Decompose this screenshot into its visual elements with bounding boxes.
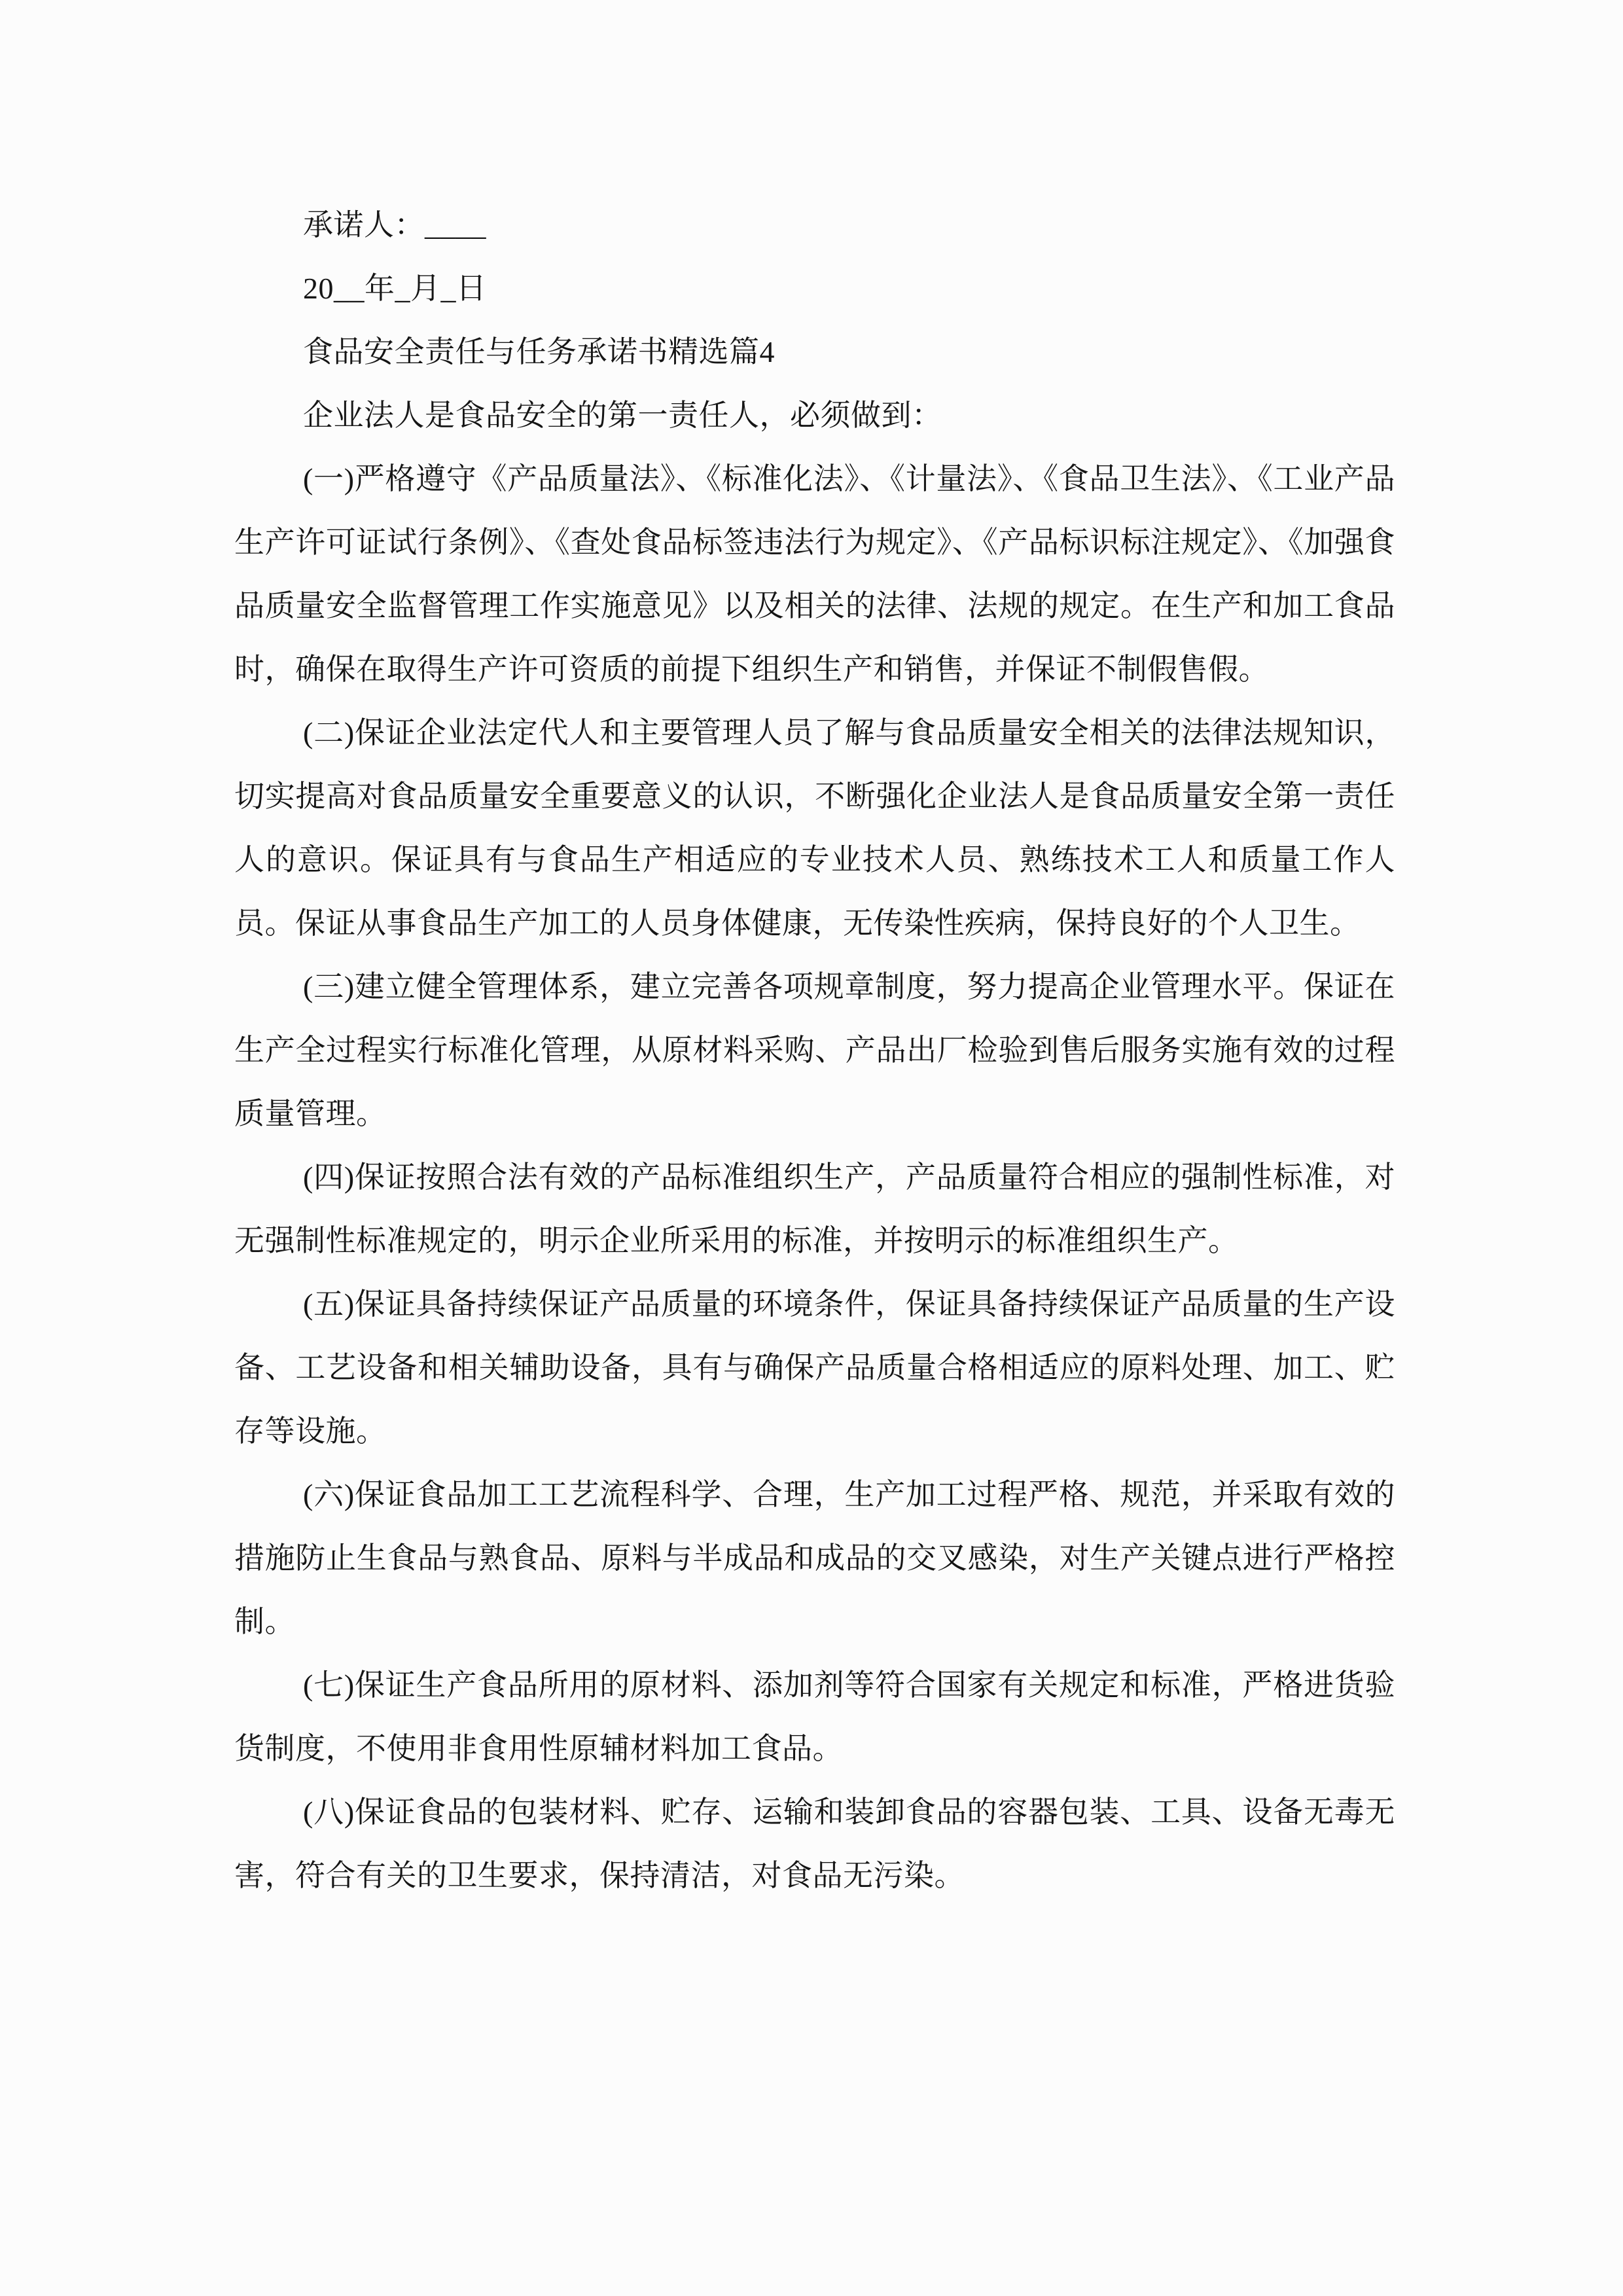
clause-2: (二)保证企业法定代人和主要管理人员了解与食品质量安全相关的法律法规知识，切实提高对食品质量安全重要意义的认识，不断强化企业法人是食品质量安全第一责任人的意识。保证具有与食品生产相适应的专业技术人员、熟练技术工人和质量工作人员。保证从事食品生产加工的人员身体健康，无传染性疾病，保持良好的个人卫生。 xyxy=(234,716,1395,940)
clause-1: (一)严格遵守《产品质量法》、《标准化法》、《计量法》、《食品卫生法》、《工业产品生产许可证试行条例》、《查处食品标签违法行为规定》、《产品标识标注规定》、《加强食品质量安全监督管理工作实施意见》以及相关的法律、法规的规定。在生产和加工食品时，确保在取得生产许可资质的前提下组织生产和销售，并保证不制假售假。 xyxy=(234,462,1395,686)
clause-7: (七)保证生产食品所用的原材料、添加剂等符合国家有关规定和标准，严格进货验货制度，不使用非食用性原辅材料加工食品。 xyxy=(234,1668,1395,1765)
section-title: 食品安全责任与任务承诺书精选篇4 xyxy=(303,335,775,368)
intro-line: 企业法人是食品安全的第一责任人，必须做到： xyxy=(303,399,942,432)
date-line: 20__年_月_日 xyxy=(303,272,487,305)
clause-8: (八)保证食品的包装材料、贮存、运输和装卸食品的容器包装、工具、设备无毒无害，符合有关的卫生要求，保持清洁，对食品无污染。 xyxy=(234,1795,1395,1892)
clause-5: (五)保证具备持续保证产品质量的环境条件，保证具备持续保证产品质量的生产设备、工艺设备和相关辅助设备，具有与确保产品质量合格相适应的原料处理、加工、贮存等设施。 xyxy=(234,1287,1395,1448)
clause-3: (三)建立健全管理体系，建立完善各项规章制度，努力提高企业管理水平。保证在生产全过程实行标准化管理，从原材料采购、产品出厂检验到售后服务实施有效的过程质量管理。 xyxy=(234,970,1395,1130)
clause-4: (四)保证按照合法有效的产品标准组织生产，产品质量符合相应的强制性标准，对无强制性标准规定的，明示企业所采用的标准，并按明示的标准组织生产。 xyxy=(234,1160,1395,1257)
promisor-line: 承诺人：____ xyxy=(303,208,486,242)
clause-6: (六)保证食品加工工艺流程科学、合理，生产加工过程严格、规范，并采取有效的措施防止生食品与熟食品、原料与半成品和成品的交叉感染，对生产关键点进行严格控制。 xyxy=(234,1478,1395,1638)
